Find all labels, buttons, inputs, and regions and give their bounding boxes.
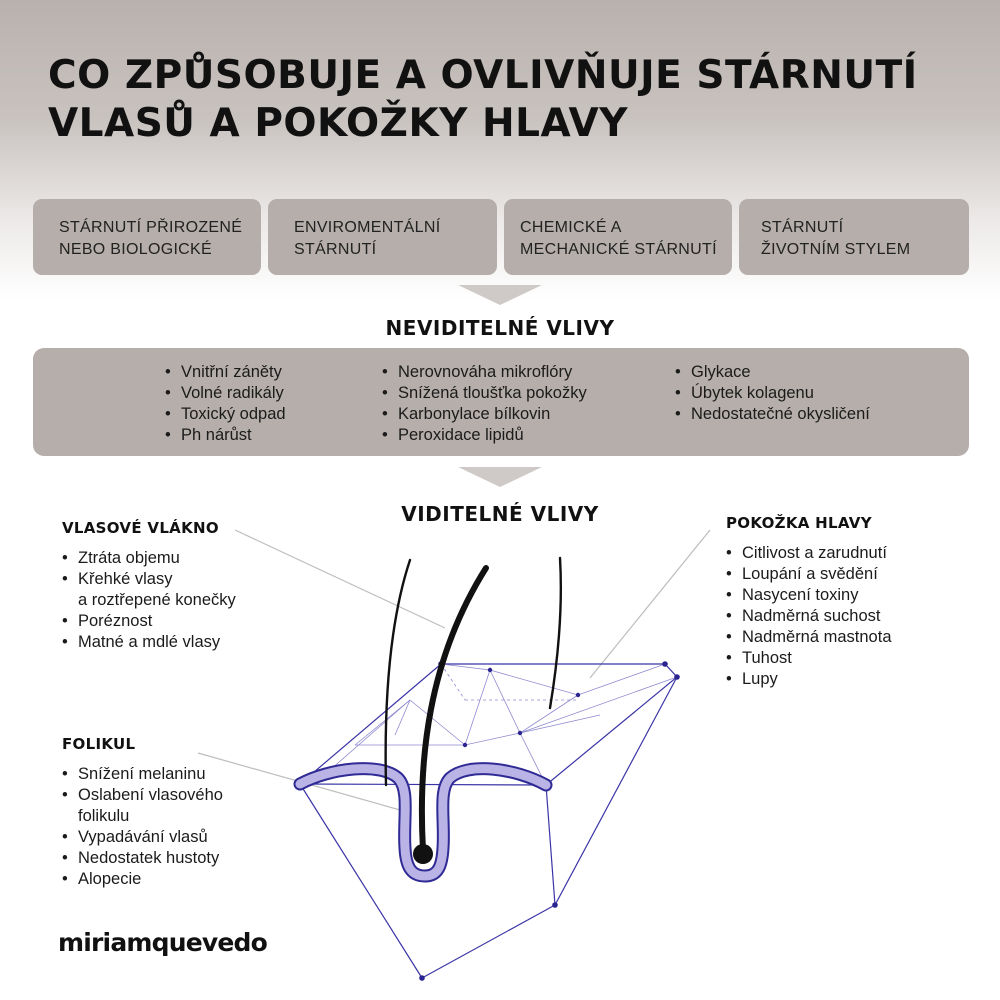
hair-fiber-title: VLASOVÉ VLÁKNO	[62, 519, 219, 537]
cause-label: ŽIVOTNÍM STYLEM	[761, 241, 911, 258]
visible-influences-title: VIDITELNÉ VLIVY	[401, 502, 599, 526]
list-item: • Volné radikály	[165, 383, 286, 404]
list-item-continuation: folikulu	[78, 807, 130, 825]
list-item-continuation: a roztřepené konečky	[78, 591, 236, 609]
leader-line-hair-fiber	[235, 530, 445, 628]
list-item: • Nasycení toxiny	[726, 585, 892, 606]
list-item: • Matné a mdlé vlasy	[62, 632, 236, 653]
list-item: • Poréznost	[62, 611, 236, 632]
list-item: • Vypadávání vlasů	[62, 827, 223, 848]
mesh-vertices	[297, 661, 680, 981]
follicle-list	[62, 764, 223, 890]
leader-line-scalp	[590, 530, 710, 678]
list-item: • Lupy	[726, 669, 892, 690]
skin-block-outline	[300, 664, 677, 978]
list-item: • Nedostatek hustoty	[62, 848, 223, 869]
hair-strand-left	[386, 560, 410, 785]
list-item: • Alopecie	[62, 869, 223, 890]
list-item: • Glykace	[675, 362, 870, 383]
scalp-list	[726, 543, 892, 690]
hair-fiber-list	[62, 548, 236, 653]
brand-logo: miriamquevedo	[58, 928, 268, 957]
list-item: • Křehké vlasy	[62, 569, 236, 590]
list-item: • Ph nárůst	[165, 425, 286, 446]
list-item: • Karbonylace bílkovin	[382, 404, 587, 425]
list-item: • Úbytek kolagenu	[675, 383, 870, 404]
list-item: • Tuhost	[726, 648, 892, 669]
cause-label: ENVIROMENTÁLNÍ	[294, 219, 441, 236]
list-item: • Nedostatečné okysličení	[675, 404, 870, 425]
list-item: • Citlivost a zarudnutí	[726, 543, 892, 564]
hair-bulb	[413, 844, 433, 864]
title-line-1: CO ZPŮSOBUJE A OVLIVŇUJE STÁRNUTÍ	[48, 53, 918, 98]
list-item: • Vnitřní záněty	[165, 362, 286, 383]
hair-strand-main	[422, 568, 486, 850]
list-item: • Loupání a svědění	[726, 564, 892, 585]
cause-label: STÁRNUTÍ	[294, 241, 377, 258]
cause-label: STÁRNUTÍ	[761, 219, 844, 236]
cause-label: CHEMICKÉ A	[520, 219, 622, 236]
follicle-title: FOLIKUL	[62, 735, 136, 753]
invisible-influences-title: NEVIDITELNÉ VLIVY	[385, 316, 615, 340]
list-item	[62, 590, 236, 611]
list-item: • Snížení melaninu	[62, 764, 223, 785]
cause-label: STÁRNUTÍ PŘIROZENÉ	[59, 219, 243, 236]
list-item: • Oslabení vlasového	[62, 785, 223, 806]
list-item: • Nadměrná mastnota	[726, 627, 892, 648]
list-item: • Ztráta objemu	[62, 548, 236, 569]
list-item: • Snížená tloušťka pokožky	[382, 383, 587, 404]
list-item: • Toxický odpad	[165, 404, 286, 425]
list-item: • Nadměrná suchost	[726, 606, 892, 627]
scalp-title: POKOŽKA HLAVY	[726, 514, 872, 532]
cause-label: NEBO BIOLOGICKÉ	[59, 241, 212, 258]
cause-label: MECHANICKÉ STÁRNUTÍ	[520, 241, 717, 258]
list-item: • Nerovnováha mikroflóry	[382, 362, 587, 383]
title-line-2: VLASŮ A POKOŽKY HLAVY	[48, 101, 628, 146]
hair-strand-right	[550, 558, 561, 708]
list-item: • Peroxidace lipidů	[382, 425, 587, 446]
list-item	[62, 806, 223, 827]
